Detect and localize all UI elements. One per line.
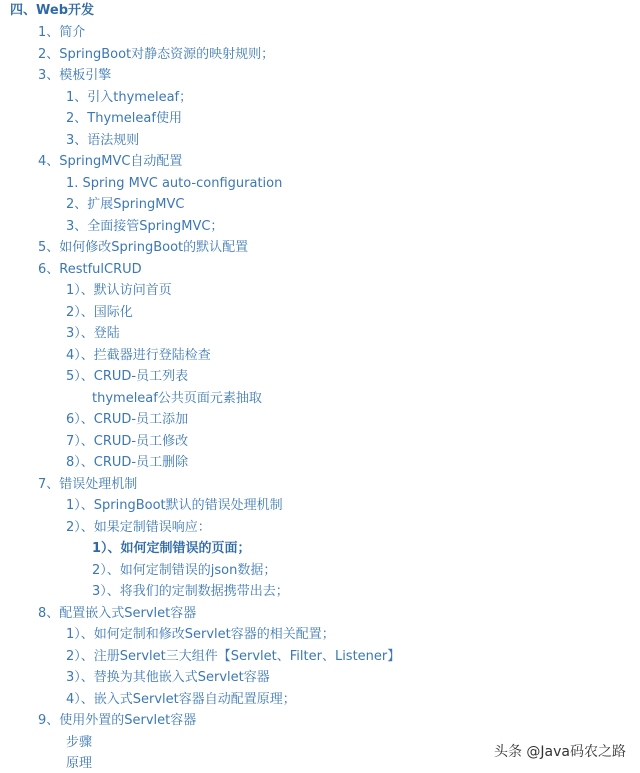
toc-item[interactable]: 3）、将我们的定制数据携带出去； bbox=[92, 584, 289, 599]
toc-item[interactable]: 8、配置嵌入式Servlet容器 bbox=[38, 606, 197, 621]
toc-item[interactable]: thymeleaf公共页面元素抽取 bbox=[92, 391, 262, 406]
toc-item[interactable]: 1、简介 bbox=[38, 25, 86, 40]
toc-item[interactable]: 2）、如果定制错误响应： bbox=[66, 520, 211, 535]
toc-item[interactable]: 步骤 bbox=[66, 735, 93, 750]
toc-item[interactable]: 3）、替换为其他嵌入式Servlet容器 bbox=[66, 670, 270, 685]
toc-item[interactable]: 2、扩展SpringMVC bbox=[66, 197, 185, 212]
toc-item[interactable]: 6、RestfulCRUD bbox=[38, 262, 142, 277]
toc-item[interactable]: 3）、登陆 bbox=[66, 326, 120, 341]
toc-item[interactable]: 7、错误处理机制 bbox=[38, 477, 138, 492]
toc-item[interactable]: 9、使用外置的Servlet容器 bbox=[38, 713, 197, 728]
toc-item[interactable]: 2）、国际化 bbox=[66, 305, 133, 320]
toc-item[interactable]: 2、Thymeleaf使用 bbox=[66, 111, 182, 126]
toc-item[interactable]: 1）、默认访问首页 bbox=[66, 283, 172, 298]
toc-item[interactable]: 7）、CRUD-员工修改 bbox=[66, 434, 189, 449]
toc-item[interactable]: 2、SpringBoot对静态资源的映射规则； bbox=[38, 47, 275, 62]
toc-item[interactable]: 原理 bbox=[66, 756, 93, 771]
toc-item[interactable]: 1、引入thymeleaf； bbox=[66, 90, 193, 105]
toc-item[interactable]: 1）、SpringBoot默认的错误处理机制 bbox=[66, 498, 283, 513]
toc-item[interactable]: 4）、拦截器进行登陆检查 bbox=[66, 348, 211, 363]
toc-item[interactable]: 8）、CRUD-员工删除 bbox=[66, 455, 189, 470]
toc-item[interactable]: 1）、如何定制和修改Servlet容器的相关配置； bbox=[66, 627, 335, 642]
watermark: 头条 @Java码农之路 bbox=[493, 744, 626, 760]
toc-item[interactable]: 3、语法规则 bbox=[66, 133, 140, 148]
toc-item[interactable]: 4、SpringMVC自动配置 bbox=[38, 154, 183, 169]
toc-item[interactable]: 5）、CRUD-员工列表 bbox=[66, 369, 189, 384]
toc-item[interactable]: 3、全面接管SpringMVC； bbox=[66, 219, 224, 234]
toc-title[interactable]: 四、Web开发 bbox=[10, 3, 94, 18]
toc-item[interactable]: 1）、如何定制错误的页面； bbox=[92, 541, 251, 556]
toc-item[interactable]: 5、如何修改SpringBoot的默认配置 bbox=[38, 240, 249, 255]
toc-item[interactable]: 2）、注册Servlet三大组件【Servlet、Filter、Listener】 bbox=[66, 649, 401, 664]
toc-item[interactable]: 2）、如何定制错误的json数据； bbox=[92, 563, 277, 578]
toc-item[interactable]: 4）、嵌入式Servlet容器自动配置原理； bbox=[66, 692, 296, 707]
toc-item[interactable]: 6）、CRUD-员工添加 bbox=[66, 412, 189, 427]
toc-item[interactable]: 3、模板引擎 bbox=[38, 68, 112, 83]
toc-item[interactable]: 1. Spring MVC auto-configuration bbox=[66, 176, 283, 191]
